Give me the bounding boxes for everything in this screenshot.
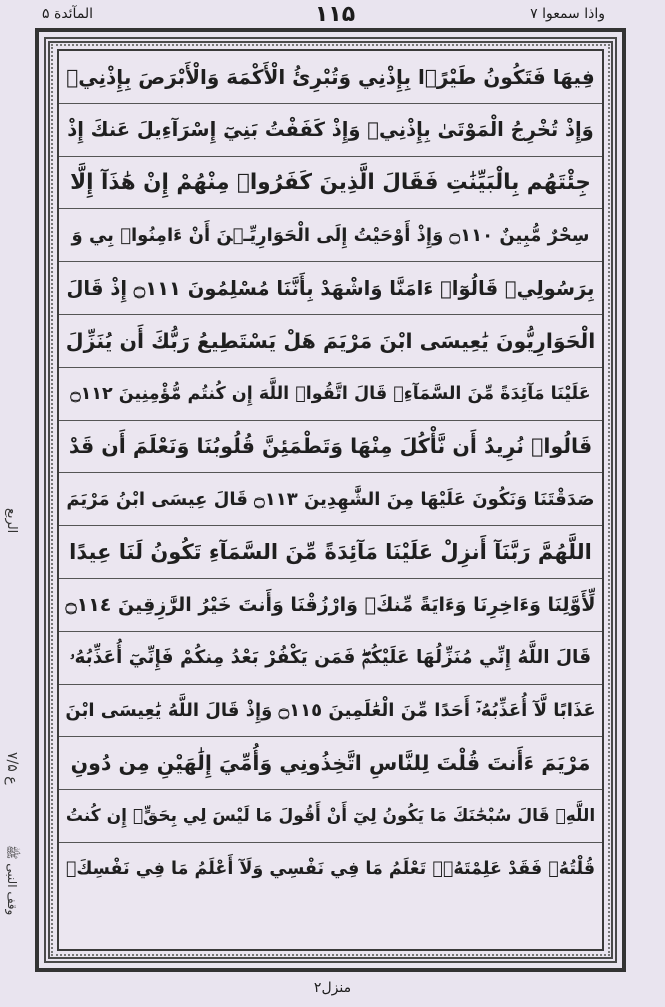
text-line: قَالُوا۟ نُرِيدُ أَن نَّأْكُلَ مِنْهَا وَتَطْمَئِنَّ قُلُوبُنَا وَنَعْلَمَ أَن قَدْ xyxy=(59,421,602,474)
juz-name: واذا سمعوا ۷ xyxy=(530,6,605,22)
ruku-marker: ع ۷/۵ xyxy=(4,752,20,785)
text-line: سِحْرٌ مُّبِينٌ ۝١١٠ وَإِذْ أَوْحَيْتُ إِلَى الْحَوَارِيِّـۧنَ أَنْ ءَامِنُوا۟ بِي وَ xyxy=(59,209,602,262)
text-line: اللَّهِۖ قَالَ سُبْحَٰنَكَ مَا يَكُونُ لِيٓ أَنْ أَقُولَ مَا لَيْسَ لِي بِحَقٍّۚ إِن كُنتُ xyxy=(59,790,602,843)
surah-name: المآئدة ۵ xyxy=(42,6,94,22)
page-number: ۱۱۵ xyxy=(314,2,356,27)
text-line: قُلْتُهُۥ فَقَدْ عَلِمْتَهُۥۚ تَعْلَمُ مَا فِي نَفْسِي وَلَآ أَعْلَمُ مَا فِي نَفْسِكَۚ xyxy=(65,859,596,880)
text-line: عَذَابًا لَّآ أُعَذِّبُهُۥٓ أَحَدًا مِّنَ الْعَٰلَمِينَ ۝١١٥ وَإِذْ قَالَ اللَّهُ يَٰعِيسَى ابْنَ xyxy=(59,685,602,738)
page-header xyxy=(0,0,665,30)
text-line: الْحَوَارِيُّونَ يَٰعِيسَى ابْنَ مَرْيَمَ هَلْ يَسْتَطِيعُ رَبُّكَ أَن يُنَزِّلَ xyxy=(59,315,602,368)
text-line: قَالَ اللَّهُ إِنِّي مُنَزِّلُهَا عَلَيْكُمْۖ فَمَن يَكْفُرْ بَعْدُ مِنكُمْ فَإِنِّيٓ أُعَذِّبُهُۥ xyxy=(59,632,602,685)
text-line: صَدَقْتَنَا وَنَكُونَ عَلَيْهَا مِنَ الشَّٰهِدِينَ ۝١١٣ قَالَ عِيسَى ابْنُ مَرْيَمَ xyxy=(59,473,602,526)
quran-text-area xyxy=(57,49,604,951)
decorative-border xyxy=(35,28,626,972)
waqf-marker: وقف النبی ﷺ xyxy=(5,845,19,916)
text-line: اللَّهُمَّ رَبَّنَآ أَنزِلْ عَلَيْنَا مَآئِدَةً مِّنَ السَّمَآءِ تَكُونُ لَنَا عِيدًا xyxy=(59,526,602,579)
manzil-label: منزل۲ xyxy=(313,980,352,996)
text-line: بِرَسُولِيۚ قَالُوٓا۟ ءَامَنَّا وَاشْهَدْ بِأَنَّنَا مُسْلِمُونَ ۝١١١ إِذْ قَالَ xyxy=(59,262,602,315)
text-line: عَلَيْنَا مَآئِدَةً مِّنَ السَّمَآءِۖ قَالَ اتَّقُوا۟ اللَّهَ إِن كُنتُم مُّؤْمِنِينَ ۝١١٢ xyxy=(59,368,602,421)
text-line: جِئْتَهُم بِالْبَيِّنَٰتِ فَقَالَ الَّذِينَ كَفَرُوا۟ مِنْهُمْ إِنْ هَٰذَآ إِلَّا xyxy=(59,157,602,210)
rub-marker: الربع xyxy=(4,508,19,534)
text-line: فِيهَا فَتَكُونُ طَيْرًۢا بِإِذْنِي وَتُبْرِئُ الْأَكْمَهَ وَالْأَبْرَصَ بِإِذْنِيۚ xyxy=(59,51,602,104)
text-line: لِّأَوَّلِنَا وَءَاخِرِنَا وَءَايَةً مِّنكَۖ وَارْزُقْنَا وَأَنتَ خَيْرُ الرَّٰزِقِينَ ۝١١٤ xyxy=(59,579,602,632)
text-line: وَإِذْ تُخْرِجُ الْمَوْتَىٰ بِإِذْنِيۚ وَإِذْ كَفَفْتُ بَنِيٓ إِسْرَآءِيلَ عَنكَ إِذْ xyxy=(59,104,602,157)
text-line: مَرْيَمَ ءَأَنتَ قُلْتَ لِلنَّاسِ اتَّخِذُونِي وَأُمِّيَ إِلَٰهَيْنِ مِن دُونِ xyxy=(59,737,602,790)
